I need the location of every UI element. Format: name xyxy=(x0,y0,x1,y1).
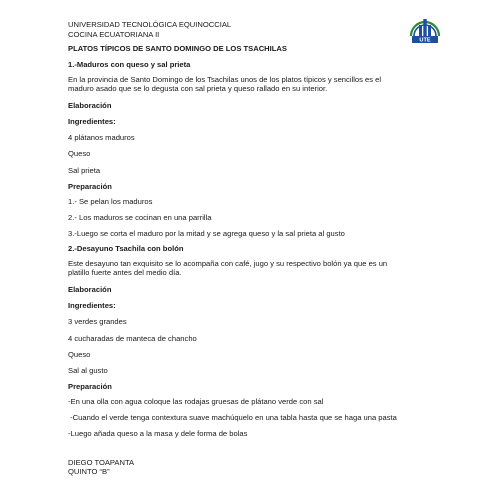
section2-heading: 2.-Desayuno Tsachila con bolón xyxy=(68,244,184,253)
section2-ingredientes-label: Ingredientes: xyxy=(68,301,116,310)
section1-step: 2.- Los maduros se cocinan en una parrilla xyxy=(68,213,212,222)
section2-preparacion-label: Preparación xyxy=(68,382,112,391)
section2-step: -Luego añada queso a la masa y dele forma de bolas xyxy=(68,429,248,438)
section1-preparacion-label: Preparación xyxy=(68,182,112,191)
section1-intro: En la provincia de Santo Domingo de los Tsachilas unos de los platos típicos y sencillos es el maduro asado que se lo degusta con sal prieta y queso rallado en su interior. xyxy=(68,75,382,93)
section2-intro: Este desayuno tan exquisito se lo acompaña con café, jugo y su respectivo bolón ya que es un platillo fuerte antes del medio día. xyxy=(68,259,388,277)
section2-ingredient: Queso xyxy=(68,350,91,359)
section1-heading: 1.-Maduros con queso y sal prieta xyxy=(68,60,191,69)
section2-ingredient: 3 verdes grandes xyxy=(68,317,127,326)
course-name: COCINA ECUATORIANA II xyxy=(68,30,160,39)
section1-elaboracion: Elaboración xyxy=(68,101,112,110)
group-name: QUINTO “B” xyxy=(68,467,110,476)
section1-ingredientes-label: Ingredientes: xyxy=(68,117,116,126)
section2-elaboracion: Elaboración xyxy=(68,285,112,294)
section2-step: -Cuando el verde tenga contextura suave machúquelo en una tabla hasta que se haga una pasta xyxy=(68,413,397,422)
section1-step: 1.- Se pelan los maduros xyxy=(68,197,153,206)
section2-ingredient: Sal al gusto xyxy=(68,366,108,375)
section1-ingredient: 4 plátanos maduros xyxy=(68,133,135,142)
author-name: DIEGO TOAPANTA xyxy=(68,458,135,467)
section1-step: 3.-Luego se corta el maduro por la mitad y se agrega queso y la sal prieta al gusto xyxy=(68,229,345,238)
section2-step: -En una olla con agua coloque las rodajas gruesas de plátano verde con sal xyxy=(68,397,324,406)
logo-text: UTE xyxy=(419,37,431,44)
ute-logo-icon xyxy=(408,14,442,48)
document-title: PLATOS TÍPICOS DE SANTO DOMINGO DE LOS TSACHILAS xyxy=(68,44,287,53)
section1-ingredient: Sal prieta xyxy=(68,166,101,175)
section2-ingredient: 4 cucharadas de manteca de chancho xyxy=(68,334,197,343)
university-name: UNIVERSIDAD TECNOLÓGICA EQUINOCCIAL xyxy=(68,20,232,29)
section1-ingredient: Queso xyxy=(68,149,91,158)
